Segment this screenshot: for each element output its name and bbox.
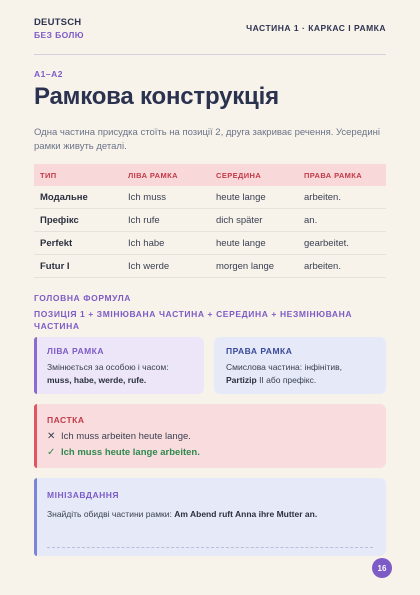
card-title: ЛІВА РАМКА bbox=[47, 346, 105, 356]
task-card bbox=[34, 478, 386, 556]
table-header bbox=[34, 164, 386, 186]
card-line: Змінюється за особою і часом: bbox=[47, 362, 169, 372]
table-cell: arbeiten. bbox=[304, 260, 341, 272]
table-cell: Модальне bbox=[40, 191, 88, 203]
column-header: ТИП bbox=[40, 170, 57, 180]
table-cell: Префікс bbox=[40, 214, 79, 226]
chapter-label: ЧАСТИНА 1 · КАРКАС І РАМКА bbox=[246, 23, 386, 33]
card-title: ПАСТКА bbox=[47, 415, 85, 425]
formula-label: ГОЛОВНА ФОРМУЛА bbox=[34, 293, 132, 303]
card-line: muss, habe, werde, rufe. bbox=[47, 375, 147, 385]
card-line: Смислова частина: інфінітив, bbox=[226, 362, 343, 372]
card-line-bold: Partizip bbox=[226, 375, 257, 385]
cross-icon: ✕ bbox=[47, 431, 56, 442]
table-row bbox=[34, 186, 386, 209]
trap-card bbox=[34, 404, 386, 468]
table-cell: morgen lange bbox=[216, 260, 275, 272]
card-accent-bar bbox=[34, 404, 37, 468]
answer-line[interactable] bbox=[47, 547, 373, 548]
formula-text: ПОЗИЦІЯ 1 + ЗМІНЮВАНА ЧАСТИНА + СЕРЕДИНА + НЕЗМІНЮВАНА ЧАСТИНА bbox=[34, 309, 353, 331]
intro-text: Одна частина присудка стоїть на позиції 2, друга закриває речення. Усередині рамки живуть деталі. bbox=[34, 127, 380, 152]
card-text bbox=[47, 361, 169, 387]
column-header: ПРАВА РАМКА bbox=[304, 170, 363, 180]
wrong-example bbox=[47, 431, 191, 442]
card-accent-bar bbox=[34, 478, 37, 556]
right-sentence: Ich muss heute lange arbeiten. bbox=[61, 447, 200, 458]
brand-title: DEUTSCH bbox=[34, 17, 82, 28]
table-cell: heute lange bbox=[216, 191, 266, 203]
card-accent-bar bbox=[34, 337, 37, 394]
table-cell: Ich rufe bbox=[128, 214, 160, 226]
table-cell: Futur I bbox=[40, 260, 70, 272]
level-badge: A1–A2 bbox=[34, 69, 63, 79]
table-row bbox=[34, 232, 386, 255]
table-cell: dich später bbox=[216, 214, 263, 226]
right-frame-card bbox=[214, 337, 386, 394]
column-header: СЕРЕДИНА bbox=[216, 170, 262, 180]
wrong-sentence: Ich muss arbeiten heute lange. bbox=[61, 431, 191, 442]
card-line-rest: II або префікс. bbox=[256, 375, 317, 385]
task-sentence: Am Abend ruft Anna ihre Mutter an. bbox=[174, 509, 318, 519]
task-text bbox=[47, 508, 377, 521]
table-row bbox=[34, 255, 386, 278]
brand-subtitle: БЕЗ БОЛЮ bbox=[34, 30, 84, 40]
card-title: ПРАВА РАМКА bbox=[226, 346, 293, 356]
frame-table bbox=[34, 164, 386, 278]
table-cell: an. bbox=[304, 214, 318, 226]
page-number-badge: 16 bbox=[372, 558, 392, 578]
table-row bbox=[34, 209, 386, 232]
table-cell: Perfekt bbox=[40, 237, 73, 249]
left-frame-card bbox=[34, 337, 204, 394]
table-cell: Ich muss bbox=[128, 191, 167, 203]
card-title: МІНІЗАВДАННЯ bbox=[47, 490, 120, 500]
table-cell: arbeiten. bbox=[304, 191, 341, 203]
card-line bbox=[226, 374, 342, 387]
column-header: ЛІВА РАМКА bbox=[128, 170, 178, 180]
page-header bbox=[34, 17, 386, 55]
card-text bbox=[226, 361, 342, 387]
table-cell: Ich werde bbox=[128, 260, 170, 272]
table-cell: heute lange bbox=[216, 237, 266, 249]
table-cell: gearbeitet. bbox=[304, 237, 349, 249]
task-prompt: Знайдіть обидві частини рамки: bbox=[47, 509, 175, 519]
check-icon: ✓ bbox=[47, 447, 56, 458]
page-title: Рамкова конструкція bbox=[34, 83, 279, 110]
table-cell: Ich habe bbox=[128, 237, 165, 249]
right-example bbox=[47, 447, 200, 458]
